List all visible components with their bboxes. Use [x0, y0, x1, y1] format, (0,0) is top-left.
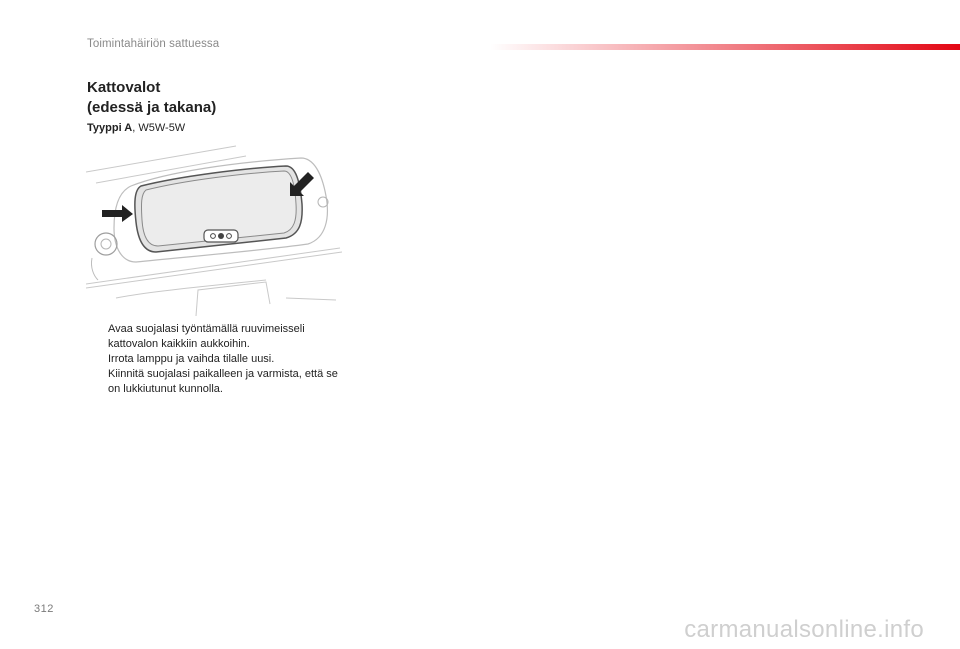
instruction-list: [87, 322, 347, 397]
instruction-step-text: Avaa suojalasi työntämällä ruuvimeisseli kattovalon kaikkiin aukkoihin.: [108, 323, 305, 350]
section-title-line2: (edessä ja takana): [87, 99, 217, 116]
section-title-line1: Kattovalot: [87, 79, 161, 96]
ceiling-light-illustration: [86, 138, 342, 320]
instruction-step: [87, 322, 347, 352]
page-number: 312: [34, 603, 54, 615]
instruction-step-text: Irrota lamppu ja vaihda tilalle uusi.: [108, 353, 275, 365]
chapter-header-accent-bar: [490, 44, 960, 50]
instruction-step: [87, 367, 347, 397]
bulb-type-label: Tyyppi A: [87, 122, 133, 134]
instruction-step: [87, 352, 347, 367]
section-title: [87, 78, 216, 118]
instruction-step-text: Kiinnitä suojalasi paikalleen ja varmista, että se on lukkiutunut kunnolla.: [108, 368, 338, 395]
bulb-type-line: [87, 122, 185, 134]
watermark: carmanualsonline.info: [684, 616, 924, 643]
bulb-type-value: , W5W-5W: [132, 122, 186, 134]
chapter-header-title: Toimintahäiriön sattuessa: [87, 38, 220, 50]
